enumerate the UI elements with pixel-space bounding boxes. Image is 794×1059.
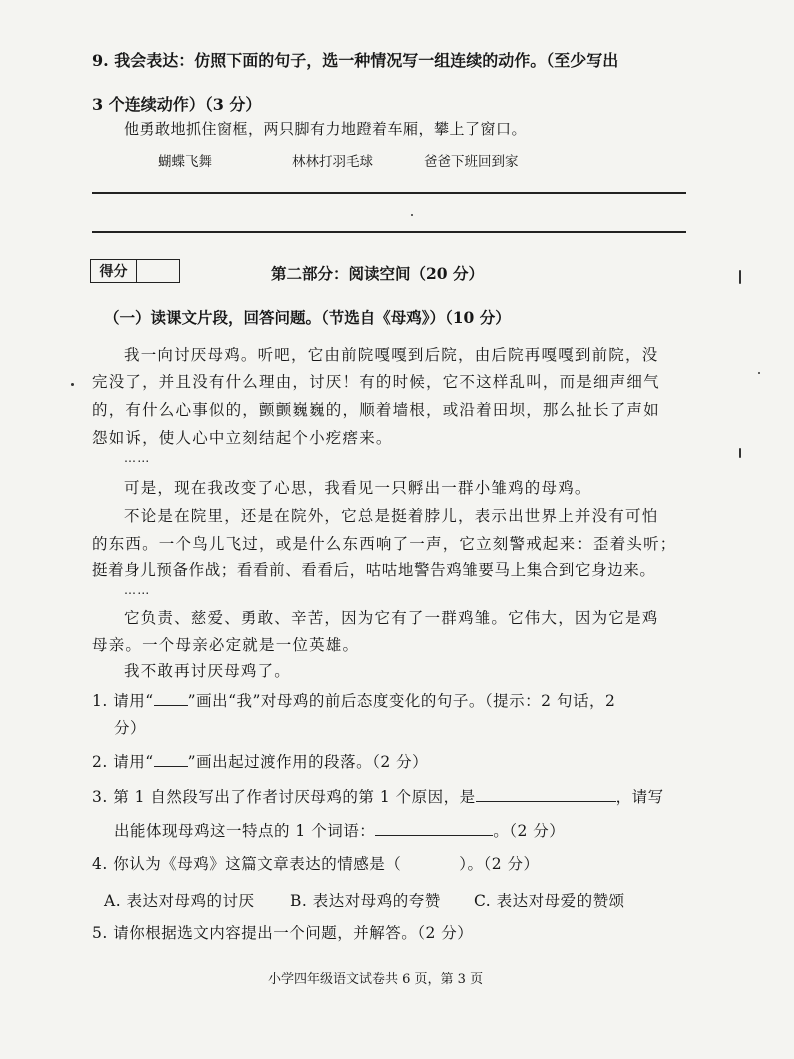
score-label: 得分 — [91, 260, 137, 282]
q3-text-a: 3. 第 1 自然段写出了作者讨厌母鸡的第 1 个原因，是 — [92, 788, 476, 806]
q9-example-sentence: 他勇敢地抓住窗框，两只脚有力地蹬着车厢，攀上了窗口。 — [124, 120, 528, 138]
q4-text-b: ）。（2 分） — [459, 855, 540, 873]
q9-option-2: 林林打羽毛球 — [292, 154, 373, 170]
passage-line: 的东西。一个鸟儿飞过，或是什么东西响了一声，它立刻警戒起来：歪着头听； — [92, 535, 677, 553]
q4-option-c: C. 表达对母爱的赞颂 — [474, 892, 625, 910]
passage-line: 挺着身儿预备作战；看看前、看看后，咕咕地警告鸡雏要马上集合到它身边来。 — [92, 561, 656, 579]
ellipsis: …… — [124, 451, 151, 465]
question-2 — [92, 750, 428, 772]
scan-artifact — [739, 270, 741, 284]
passage-line: 的，有什么心事似的，颤颤巍巍的，顺着墙根，或沿着田坝，那么扯长了声如 — [92, 401, 660, 419]
question-1 — [92, 689, 615, 711]
q2-text-a: 2. 请用“ — [92, 753, 154, 771]
question-3-continued — [114, 819, 565, 841]
q1-text-b: ”画出“我”对母鸡的前后态度变化的句子。（提示：2 句话，2 — [187, 692, 616, 710]
q9-answer-line-2[interactable] — [92, 231, 686, 233]
score-cell[interactable] — [137, 260, 179, 282]
q9-option-3: 爸爸下班回到家 — [424, 154, 519, 170]
q9-option-1: 蝴蝶飞舞 — [158, 154, 212, 170]
q2-text-b: ”画出起过渡作用的段落。（2 分） — [187, 753, 429, 771]
page-footer: 小学四年级语文试卷共 6 页，第 3 页 — [268, 972, 484, 987]
q9-answer-line-1[interactable] — [92, 192, 686, 194]
passage-line: 可是，现在我改变了心思，我看见一只孵出一群小雏鸡的母鸡。 — [124, 479, 592, 497]
q3-text-c: 出能体现母鸡这一特点的 1 个词语： — [114, 822, 376, 840]
passage-line: 我一向讨厌母鸡。听吧，它由前院嘎嘎到后院，由后院再嘎嘎到前院，没 — [124, 346, 659, 364]
scan-artifact — [758, 372, 760, 374]
passage-line: 母亲。一个母亲必定就是一位英雄。 — [92, 636, 360, 654]
scan-artifact — [411, 214, 413, 216]
question-4 — [92, 852, 540, 874]
score-box — [90, 259, 180, 283]
q4-option-b: B. 表达对母鸡的夸赞 — [290, 892, 441, 910]
question-3 — [92, 785, 664, 807]
q3-text-d: 。（2 分） — [493, 822, 566, 840]
q9-prompt-line2: 3 个连续动作）（3 分） — [92, 95, 262, 114]
section-2-title: 第二部分：阅读空间（20 分） — [271, 264, 484, 283]
q3-answer-blank-2[interactable] — [375, 835, 493, 836]
q1-text-a: 1. 请用“ — [92, 692, 154, 710]
q4-text-a: 4. 你认为《母鸡》这篇文章表达的情感是（ — [92, 855, 402, 873]
question-5: 5. 请你根据选文内容提出一个问题，并解答。（2 分） — [92, 924, 474, 942]
passage-line: 不论是在院里，还是在院外，它总是挺着脖儿，表示出世界上并没有可怕 — [124, 507, 659, 525]
q3-answer-blank-1[interactable] — [476, 801, 616, 802]
passage-line: 完没了，并且没有什么理由，讨厌！有的时候，它不这样乱叫，而是细声细气 — [92, 373, 660, 391]
q9-prompt-line1: 9. 我会表达：仿照下面的句子，选一种情况写一组连续的动作。（至少写出 — [92, 51, 619, 70]
q1-continuation: 分） — [114, 719, 147, 737]
passage-line: 怨如诉，使人心中立刻结起个小疙瘩来。 — [92, 429, 393, 447]
scan-artifact — [71, 383, 74, 386]
reading-1-heading: （一）读课文片段，回答问题。（节选自《母鸡》）（10 分） — [104, 308, 511, 327]
scan-artifact — [739, 448, 741, 458]
q3-text-b: ，请写 — [615, 788, 664, 806]
q1-line-marker — [154, 705, 188, 706]
q2-line-marker — [154, 766, 188, 767]
ellipsis: …… — [124, 583, 151, 597]
passage-line: 我不敢再讨厌母鸡了。 — [124, 662, 292, 680]
q4-option-a: A. 表达对母鸡的讨厌 — [104, 892, 255, 910]
passage-line: 它负责、慈爱、勇敢、辛苦，因为它有了一群鸡雏。它伟大，因为它是鸡 — [124, 609, 659, 627]
